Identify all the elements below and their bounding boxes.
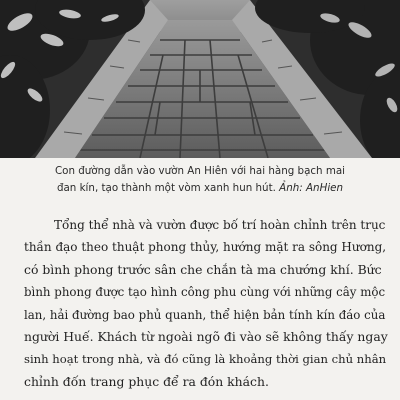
paragraph-line-3: có bình phong trước sân che chắn tà ma chướng khí. Bức — [24, 261, 382, 277]
paragraph-line-6: người Huế. Khách từ ngoài ngõ đi vào sẽ không thấy ngay — [24, 329, 388, 345]
caption-line-2-text: đan kín, tạo thành một vòm xanh hun hút. — [56, 182, 280, 194]
paragraph-line-8: chỉnh đốn trang phục để ra đón khách. — [24, 373, 269, 389]
caption-line-2 — [14, 180, 386, 197]
paragraph-line-1: Tổng thể nhà và vườn được bố trí hoàn chỉnh trên trục — [54, 218, 386, 232]
paragraph-line-5: lan, hải đường bao phủ quanh, thể hiện bản tính kín đáo của — [24, 307, 386, 322]
photo-credit: Ảnh: AnHien — [279, 182, 344, 194]
caption-line-1: Con đường dẫn vào vườn An Hiên với hai hàng bạch mai — [54, 165, 346, 177]
paragraph-line-7: sinh hoạt trong nhà, và đó cũng là khoảng thời gian chủ nhân — [24, 352, 387, 367]
garden-path-photo — [0, 0, 400, 158]
photo-illustration — [0, 0, 400, 158]
body-paragraph — [24, 214, 390, 393]
photo-caption — [14, 163, 386, 197]
paragraph-line-4: bình phong được tạo hình công phu cùng với những cây mộc — [24, 285, 386, 300]
paragraph-line-2: thần đạo theo thuật phong thủy, hướng mặt ra sông Hương, — [24, 240, 387, 255]
